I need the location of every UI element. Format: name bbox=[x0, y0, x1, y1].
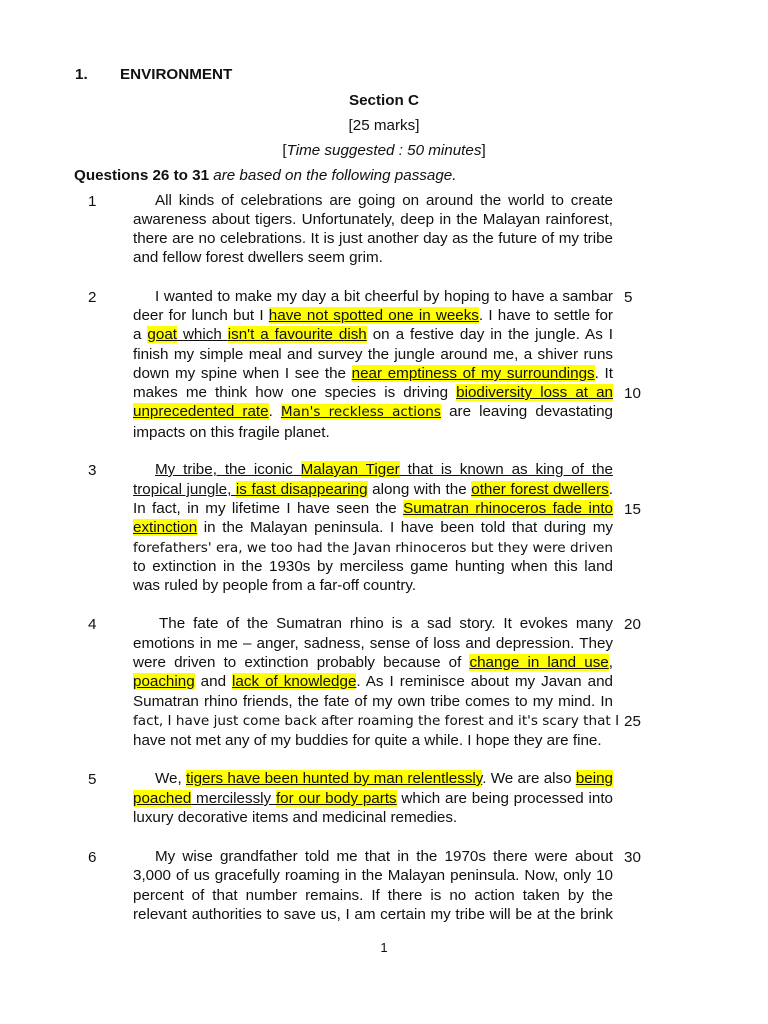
passage-line: to extinction in the 1930s by merciless game hunting when this land bbox=[133, 558, 613, 575]
highlighted-phrase: Malayan Tiger bbox=[300, 461, 400, 478]
paragraph-number: 5 bbox=[88, 771, 97, 788]
item-number: 1. bbox=[75, 66, 88, 83]
section-heading: Section C bbox=[348, 92, 420, 109]
passage-line: forefathers' era, we too had the Javan rhinoceros but they were driven bbox=[133, 540, 613, 556]
page-title: ENVIRONMENT bbox=[120, 66, 233, 83]
passage-line: My wise grandfather told me that in the 1970s there were about bbox=[155, 848, 613, 865]
passage-line: Sumatran rhino friends, the fate of my own tribe comes to my mind. In bbox=[133, 693, 613, 710]
passage-line: poaching and lack of knowledge. As I reminisce about my Javan and bbox=[133, 673, 613, 690]
page-number: 1 bbox=[380, 940, 388, 955]
highlighted-phrase: poached bbox=[133, 790, 192, 807]
paragraph-number: 2 bbox=[88, 289, 97, 306]
highlighted-phrase: change in land use bbox=[469, 654, 609, 671]
highlighted-phrase: near emptiness of my surroundings bbox=[351, 365, 595, 382]
passage-line: In fact, in my lifetime I have seen the Sumatran rhinoceros fade into bbox=[133, 500, 613, 517]
passage-line: impacts on this fragile planet. bbox=[133, 424, 330, 441]
passage-line: unprecedented rate. Man's reckless actions are leaving devastating bbox=[133, 403, 613, 420]
line-number: 25 bbox=[624, 713, 641, 730]
highlighted-phrase: is fast disappearing bbox=[235, 481, 368, 498]
question-instruction: Questions 26 to 31 are based on the following passage. bbox=[74, 167, 457, 184]
highlighted-phrase: isn't a favourite dish bbox=[227, 326, 367, 343]
passage-line: The fate of the Sumatran rhino is a sad story. It evokes many bbox=[159, 615, 613, 632]
paragraph-number: 6 bbox=[88, 849, 97, 866]
passage-line: 3,000 of us gracefully roaming in the Malayan peninsula. Now, only 10 bbox=[133, 867, 613, 884]
highlighted-phrase: goat bbox=[147, 326, 177, 343]
highlighted-phrase: Sumatran rhinoceros fade into bbox=[403, 500, 613, 517]
line-number: 15 bbox=[624, 501, 641, 518]
highlighted-phrase: being bbox=[575, 770, 613, 787]
passage-line: fact, I have just come back after roaming the forest and it's scary that I bbox=[133, 713, 620, 729]
highlighted-phrase: extinction bbox=[133, 519, 198, 536]
highlighted-phrase: tigers have been hunted by man relentlessly bbox=[185, 770, 483, 787]
paragraph-number: 3 bbox=[88, 462, 97, 479]
marks-label: [25 marks] bbox=[348, 117, 420, 134]
highlighted-phrase: biodiversity loss at an bbox=[456, 384, 613, 401]
passage-line: awareness about tigers. Unfortunately, deep in the Malayan rainforest, bbox=[133, 211, 613, 228]
passage-line: percent of that number remains. If there is no action taken by the bbox=[133, 887, 613, 904]
passage-line: finish my simple meal and survey the jungle around me, a shiver runs bbox=[133, 346, 613, 363]
passage-line: luxury decorative items and medicinal remedies. bbox=[133, 809, 458, 826]
paragraph-number: 4 bbox=[88, 616, 97, 633]
highlighted-phrase: other forest dwellers bbox=[471, 481, 609, 498]
highlighted-phrase: poaching bbox=[133, 673, 195, 690]
highlighted-phrase: unprecedented rate bbox=[133, 403, 269, 420]
highlighted-phrase: for our body parts bbox=[275, 790, 397, 807]
passage-line: makes me think how one species is driving biodiversity loss at an bbox=[133, 384, 613, 401]
passage-line: We, tigers have been hunted by man relentlessly. We are also being bbox=[155, 770, 613, 787]
passage-line: was ruled by people from a far-off country. bbox=[133, 577, 417, 594]
passage-line: and fellow forest dwellers seem grim. bbox=[133, 249, 383, 266]
passage-line: poached mercilessly for our body parts which are being processed into bbox=[133, 790, 614, 807]
passage-line: there are no celebrations. It is just another day as the future of my tribe bbox=[133, 230, 613, 247]
highlighted-phrase: have not spotted one in weeks bbox=[268, 307, 479, 324]
line-number: 10 bbox=[624, 385, 641, 402]
highlighted-phrase: lack of knowledge bbox=[232, 673, 357, 690]
time-label: [Time suggested : 50 minutes] bbox=[282, 142, 486, 159]
passage-line: All kinds of celebrations are going on around the world to create bbox=[155, 192, 613, 209]
highlighted-phrase: Man's reckless actions bbox=[280, 404, 441, 420]
passage-line: extinction in the Malayan peninsula. I have been told that during my bbox=[133, 519, 613, 536]
passage-line: were driven to extinction probably because of change in land use, bbox=[133, 654, 613, 671]
passage-line: deer for lunch but I have not spotted one in weeks. I have to settle for bbox=[133, 307, 613, 324]
passage-line: down my spine when I see the near emptiness of my surroundings. It bbox=[133, 365, 613, 382]
passage-line: relevant authorities to save us, I am certain my tribe will be at the brink bbox=[133, 906, 613, 923]
passage-line: tropical jungle, is fast disappearing along with the other forest dwellers. bbox=[133, 481, 613, 498]
passage-line: have not met any of my buddies for quite a while. I hope they are fine. bbox=[133, 732, 602, 749]
passage-line: My tribe, the iconic Malayan Tiger that is known as king of the bbox=[155, 461, 614, 478]
passage-line: I wanted to make my day a bit cheerful by hoping to have a sambar bbox=[155, 288, 613, 305]
line-number: 5 bbox=[624, 289, 633, 306]
line-number: 30 bbox=[624, 849, 641, 866]
passage-line: a goat which isn't a favourite dish on a festive day in the jungle. As I bbox=[133, 326, 613, 343]
paragraph-number: 1 bbox=[88, 193, 97, 210]
line-number: 20 bbox=[624, 616, 641, 633]
passage-line: emotions in me – anger, sadness, sense of loss and depression. They bbox=[133, 635, 613, 652]
